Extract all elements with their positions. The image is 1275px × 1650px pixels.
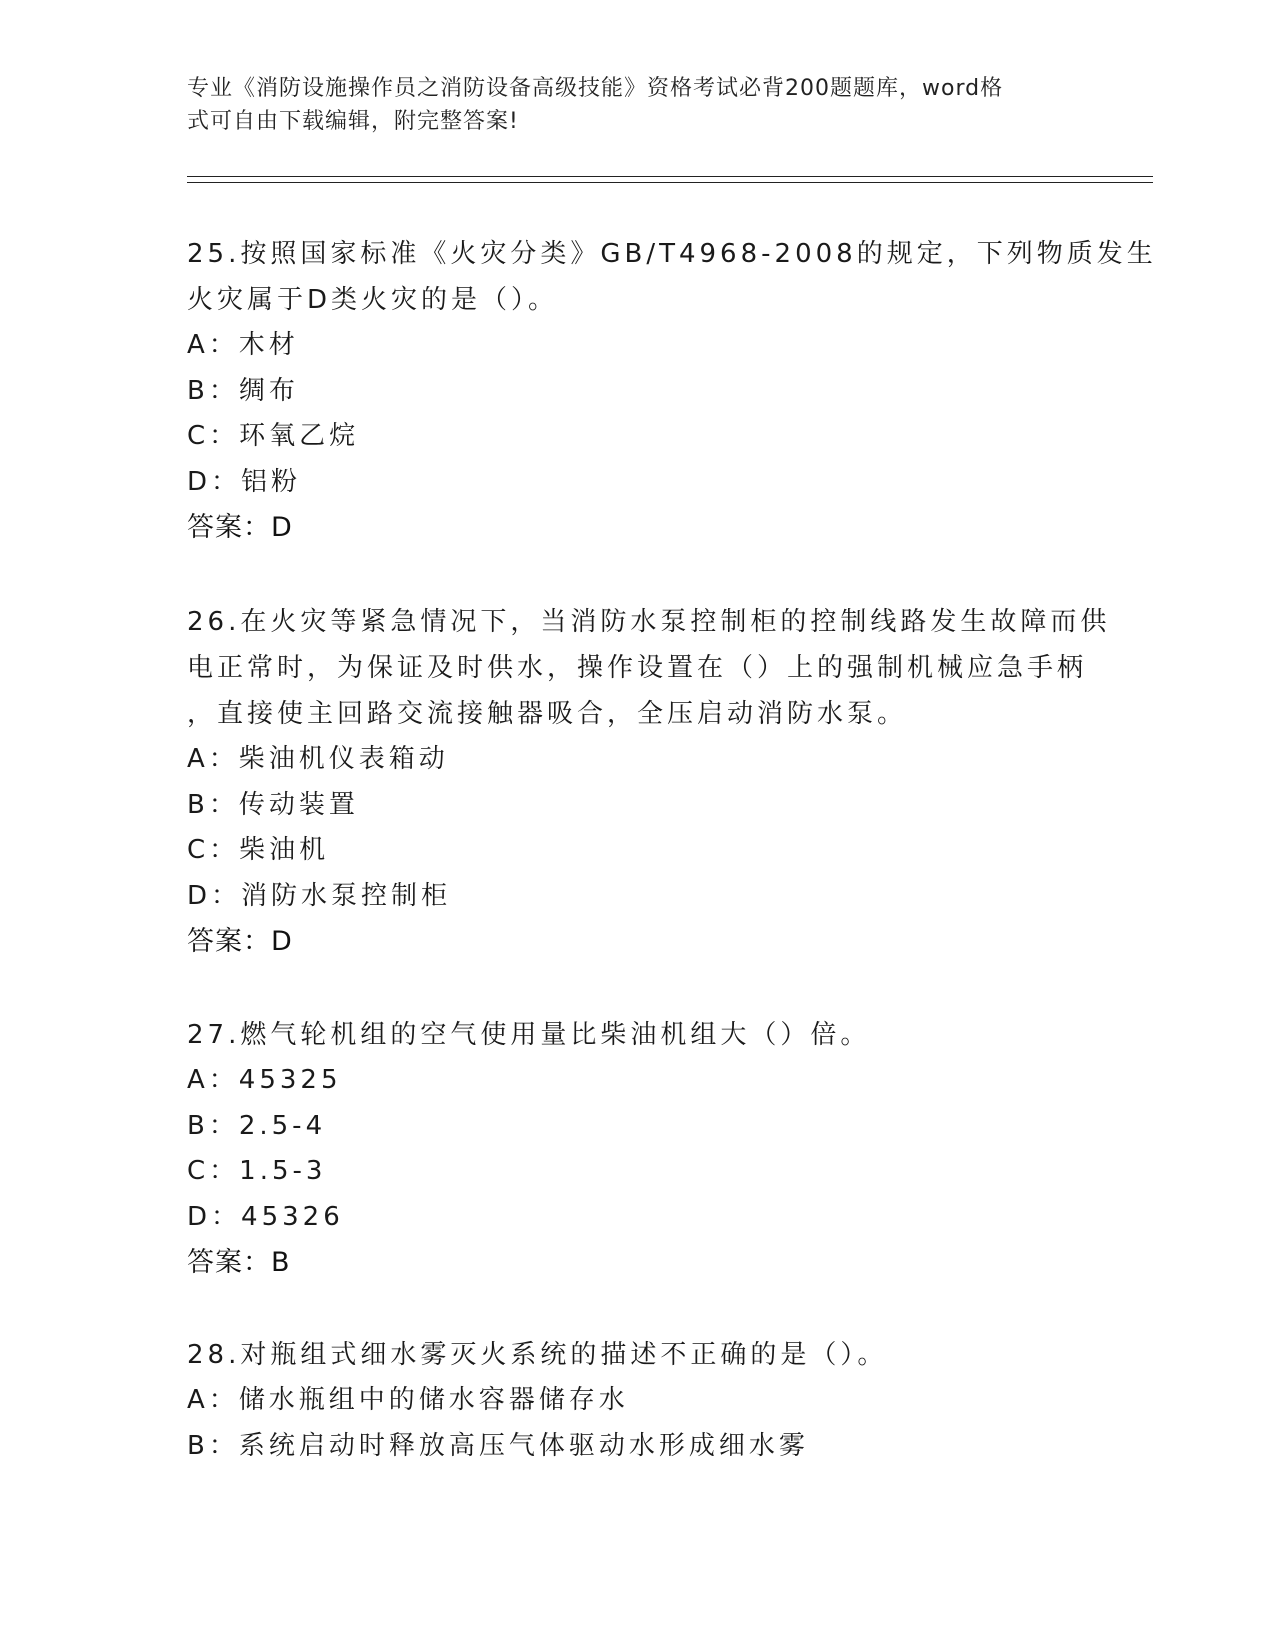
question-27 [187, 1012, 1087, 1286]
option-b: B：系统启动时释放高压气体驱动水形成细水雾 [187, 1430, 809, 1461]
question-text-line: 27.燃气轮机组的空气使用量比柴油机组大（）倍。 [187, 1020, 871, 1050]
option-d: D：铝粉 [187, 466, 302, 497]
option-c: C：1.5-3 [187, 1156, 327, 1186]
option-b: B：2.5-4 [187, 1110, 327, 1141]
question-25 [187, 231, 1157, 551]
option-a: A：45325 [187, 1065, 342, 1095]
question-text-line: 电正常时，为保证及时供水，操作设置在（）上的强制机械应急手柄 [187, 653, 1088, 683]
question-text-line: 火灾属于D类火灾的是（）。 [187, 285, 559, 315]
option-c: C：柴油机 [187, 835, 330, 865]
question-26 [187, 599, 1111, 965]
option-d: D：45326 [187, 1201, 344, 1232]
header-title-line-1: 专业《消防设施操作员之消防设备高级技能》资格考试必背200题题库，word格 [187, 76, 1004, 101]
answer-label: 答案：D [187, 926, 293, 957]
option-a: A：储水瓶组中的储水容器储存水 [187, 1385, 629, 1415]
option-d: D：消防水泵控制柜 [187, 880, 452, 911]
header-rule-bottom [187, 182, 1153, 183]
question-text-line: 26.在火灾等紧急情况下，当消防水泵控制柜的控制线路发生故障而供 [187, 607, 1111, 637]
option-b: B：绸布 [187, 375, 299, 406]
question-text-line: ，直接使主回路交流接触器吸合，全压启动消防水泵。 [187, 699, 908, 729]
answer-label: 答案：D [187, 512, 293, 543]
question-text-line: 25.按照国家标准《火灾分类》GB/T4968-2008的规定，下列物质发生 [187, 239, 1157, 269]
question-text-line: 28.对瓶组式细水雾灭火系统的描述不正确的是（）。 [187, 1340, 888, 1370]
header-title-line-2: 式可自由下载编辑，附完整答案! [187, 109, 519, 134]
document-header [187, 72, 1067, 138]
option-a: A：木材 [187, 330, 299, 360]
header-rule-top [187, 176, 1153, 177]
option-b: B：传动装置 [187, 789, 359, 820]
answer-label: 答案：B [187, 1247, 291, 1278]
question-28 [187, 1332, 1087, 1469]
option-c: C：环氧乙烷 [187, 421, 360, 451]
option-a: A：柴油机仪表箱动 [187, 744, 449, 774]
